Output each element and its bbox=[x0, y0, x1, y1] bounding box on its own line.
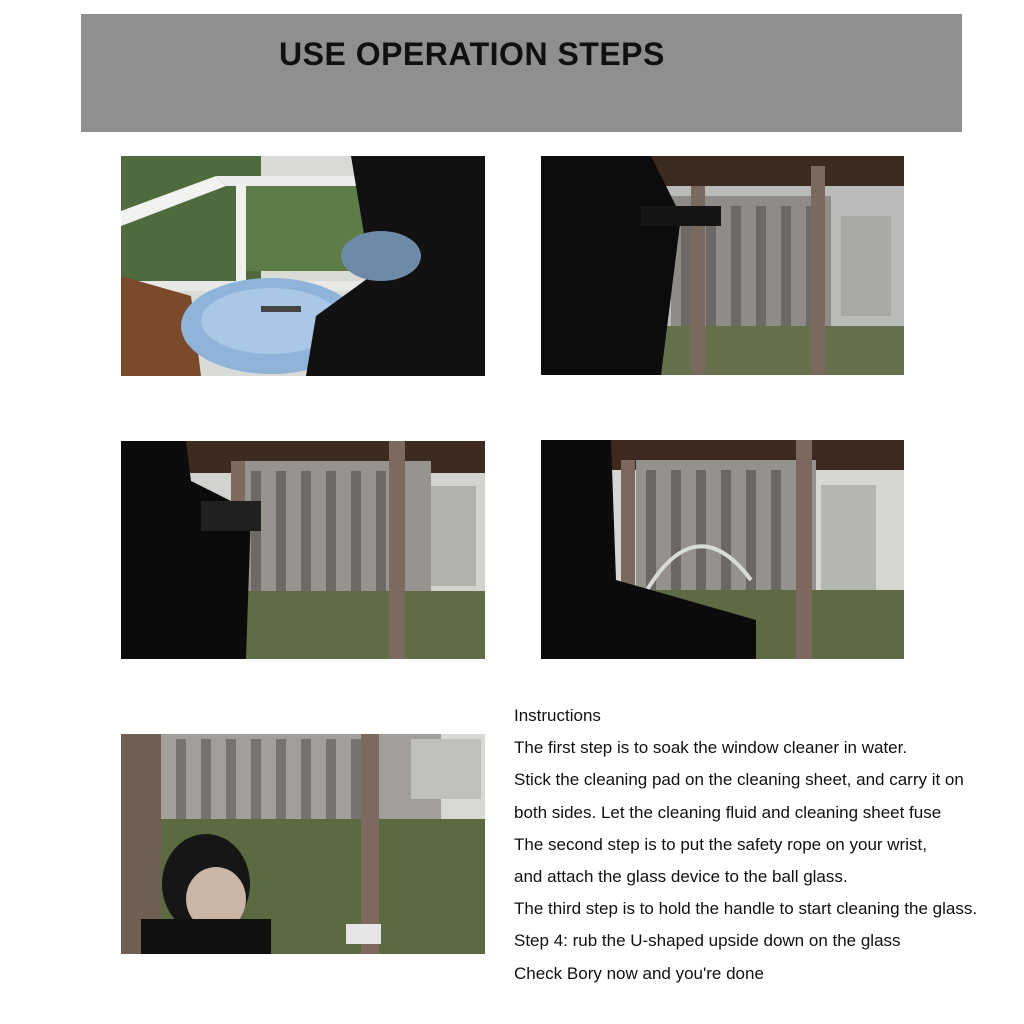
instruction-line: Check Bory now and you're done bbox=[514, 963, 764, 983]
instruction-line: The first step is to soak the window cleaner in water. bbox=[514, 738, 908, 758]
instruction-line: and attach the glass device to the ball glass. bbox=[514, 867, 848, 887]
instruction-line: Stick the cleaning pad on the cleaning sheet, and carry it on bbox=[514, 770, 964, 790]
page-title: USE OPERATION STEPS bbox=[279, 36, 665, 72]
step-attach-photo bbox=[541, 156, 904, 375]
step-soak-photo bbox=[121, 156, 485, 376]
instruction-line: The third step is to hold the handle to start cleaning the glass. bbox=[514, 899, 978, 919]
instructions-block bbox=[514, 700, 1014, 990]
instruction-line: Step 4: rub the U-shaped upside down on the glass bbox=[514, 931, 901, 951]
header-banner bbox=[81, 14, 962, 132]
instructions-heading: Instructions bbox=[514, 706, 601, 725]
step-done-photo bbox=[121, 734, 485, 954]
instruction-line: The second step is to put the safety rope on your wrist, bbox=[514, 834, 927, 854]
step-rope-photo bbox=[121, 441, 485, 659]
instruction-line: both sides. Let the cleaning fluid and cleaning sheet fuse bbox=[514, 802, 942, 822]
step-clean-photo bbox=[541, 440, 904, 659]
